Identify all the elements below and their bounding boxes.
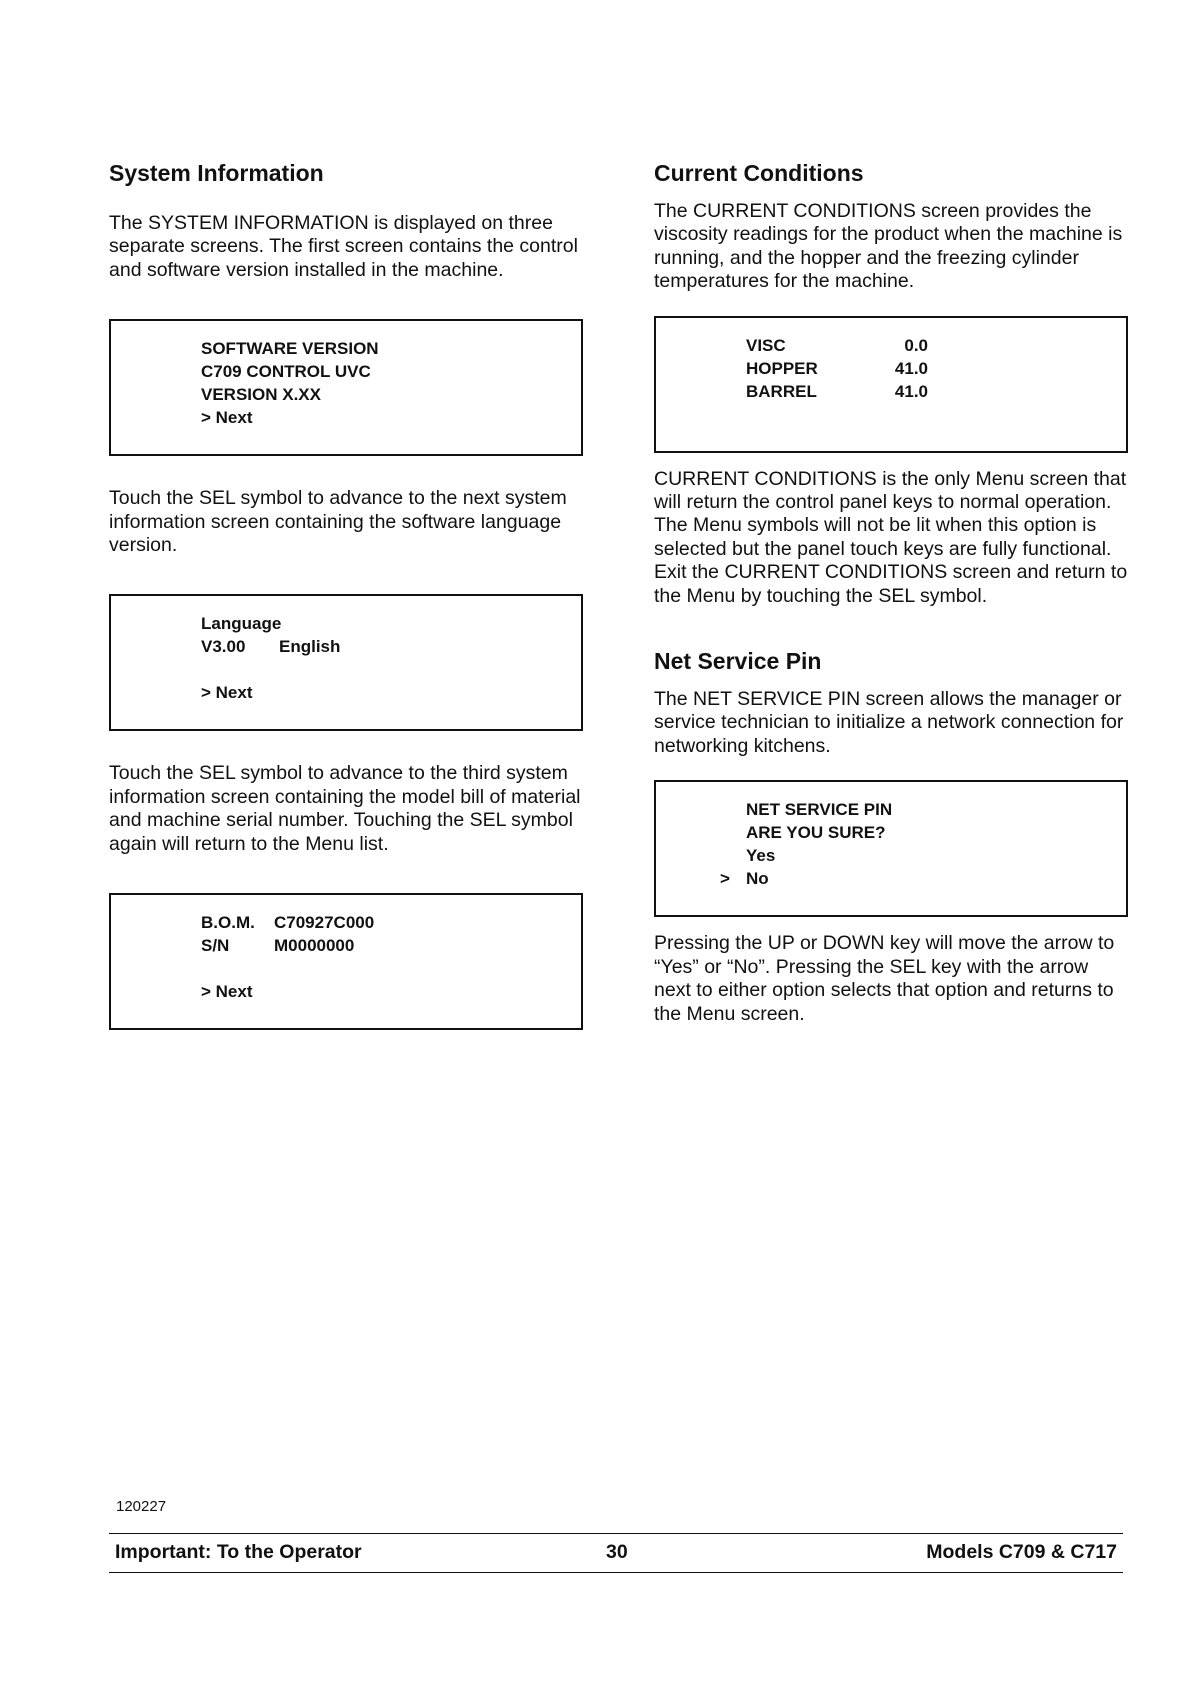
screen-line: Language: [201, 614, 282, 634]
current-conditions-heading: Current Conditions: [654, 160, 864, 186]
screen-next: > Next: [201, 982, 253, 1002]
serial-label: S/N: [201, 936, 230, 956]
net-service-pin-para2: Pressing the UP or DOWN key will move the arrow to “Yes” or “No”. Pressing the SEL key with the arrow next to either option selects that option and returns to the Menu screen.: [654, 932, 1115, 1025]
visc-value: 0.0: [904, 335, 928, 355]
system-information-heading: System Information: [109, 160, 324, 186]
screen-line: C709 CONTROL UVC: [201, 362, 371, 382]
current-conditions-para2: CURRENT CONDITIONS is the only Menu screen that will return the control panel keys to normal operation. The Menu symbols will not be lit when this option is selected but the panel touch keys are fully functional. Exit the CURRENT CONDITIONS screen and return to the Menu by touching the SEL symbol.: [654, 467, 1128, 607]
footer-models: Models C709 & C717: [926, 1541, 1117, 1563]
net-service-pin-heading: Net Service Pin: [654, 648, 822, 675]
page-footer: [109, 1533, 1123, 1573]
current-conditions-screen: [654, 316, 1128, 453]
selection-arrow: >: [720, 869, 730, 889]
screen-line: VERSION X.XX: [201, 385, 321, 405]
visc-label: VISC: [746, 335, 786, 355]
bom-label: B.O.M.: [201, 913, 255, 933]
language-name: English: [279, 637, 341, 657]
right-column: [654, 160, 1129, 1026]
screen-next: > Next: [201, 683, 253, 703]
language-version: V3.00: [201, 637, 246, 657]
bom-value: C70927C000: [274, 913, 375, 933]
screen-line: ARE YOU SURE?: [746, 823, 886, 843]
screen-line: NET SERVICE PIN: [746, 800, 893, 820]
screen-line: SOFTWARE VERSION: [201, 339, 379, 359]
system-information-para2: Touch the SEL symbol to advance to the next system information screen containing the software language version.: [109, 487, 567, 557]
barrel-value: 41.0: [894, 381, 928, 401]
footer-section-title: Important: To the Operator: [115, 1541, 362, 1563]
net-service-pin-screen: [654, 780, 1128, 917]
screen-next: > Next: [201, 408, 253, 428]
option-yes: Yes: [746, 846, 776, 866]
language-screen: [109, 594, 583, 731]
left-column: [109, 160, 584, 1030]
bom-screen: [109, 893, 583, 1030]
system-information-para3: Touch the SEL symbol to advance to the third system information screen containing the model bill of material and machine serial number. Touching the SEL symbol again will return to the Menu list.: [109, 762, 581, 855]
software-version-screen: [109, 319, 583, 456]
net-service-pin-intro: The NET SERVICE PIN screen allows the manager or service technician to initialize a network connection for networking kitchens.: [654, 688, 1124, 757]
barrel-label: BARREL: [746, 381, 817, 401]
system-information-intro: The SYSTEM INFORMATION is displayed on three separate screens. The first screen contains the control and software version installed in the machine.: [109, 212, 578, 281]
serial-value: M0000000: [274, 936, 355, 956]
current-conditions-intro: The CURRENT CONDITIONS screen provides the viscosity readings for the product when the machine is running, and the hopper and the freezing cylinder temperatures for the machine.: [654, 200, 1123, 293]
page-number: 30: [606, 1541, 628, 1563]
document-number: 120227: [116, 1498, 167, 1515]
hopper-label: HOPPER: [746, 358, 818, 378]
hopper-value: 41.0: [894, 358, 928, 378]
option-no: No: [746, 869, 769, 889]
